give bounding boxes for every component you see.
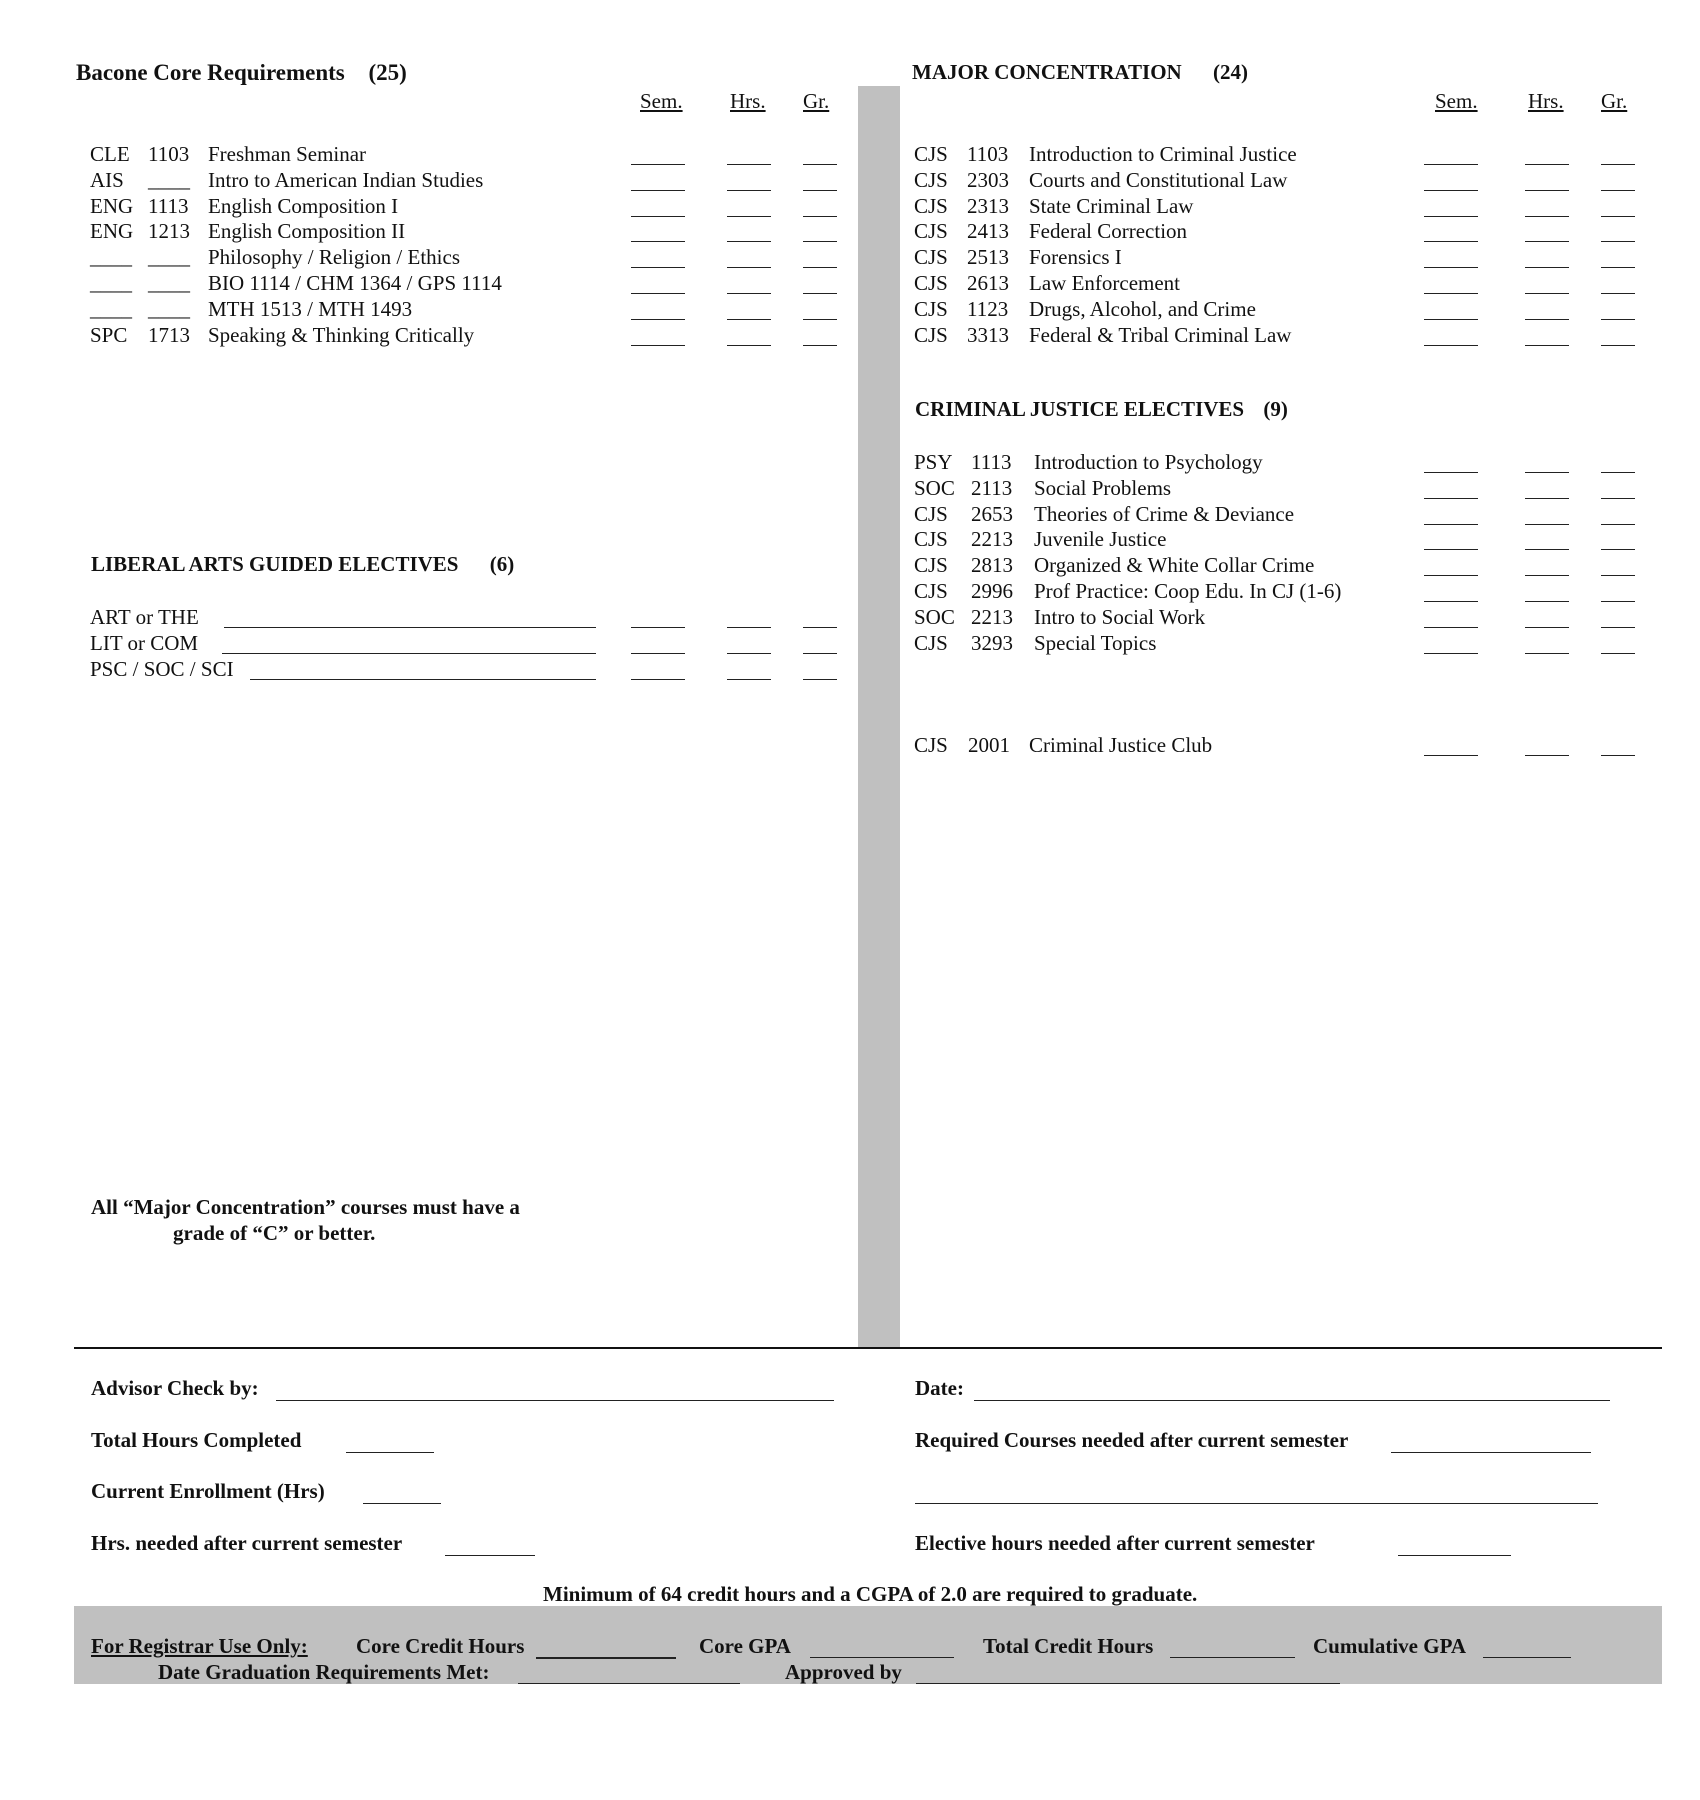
elective-hours-label: Elective hours needed after current semester [915,1531,1315,1555]
gr-blank[interactable] [1601,319,1635,320]
course-prefix: CJS [914,296,948,321]
hrs-blank[interactable] [1525,319,1569,320]
course-title: Federal Correction [1029,219,1188,244]
hrs-blank[interactable] [1525,575,1569,576]
course-prefix: SOC [914,475,955,500]
bacone-count: (25) [368,60,407,85]
sem-blank[interactable] [1424,345,1478,346]
course-num: 1103 [967,142,1009,166]
minimum-requirements: Minimum of 64 credit hours and a CGPA of 2.0 are required to graduate. [543,1582,1198,1606]
gr-blank[interactable] [1601,190,1635,191]
bacone-title-text: Bacone Core Requirements [76,60,345,85]
course-num: 3313 [967,322,1009,347]
course-num: 1113 [971,450,1012,474]
left-gr-header: Gr. [803,89,830,113]
gr-blank[interactable] [1601,216,1635,217]
course-title: Juvenile Justice [1034,527,1167,552]
course-num: 2303 [967,167,1009,192]
sem-blank[interactable] [1424,549,1478,550]
note-line-2: grade of “C” or better. [173,1221,376,1245]
course-prefix: ENG [90,193,134,218]
gr-blank[interactable] [1601,755,1635,756]
hrs-blank[interactable] [1525,627,1569,628]
course-num: 1103 [148,142,190,166]
course-prefix: PSY [914,450,953,474]
course-title: Prof Practice: Coop Edu. In CJ (1-6) [1034,579,1342,603]
course-title: Introduction to Criminal Justice [1029,142,1297,166]
advisor-field[interactable] [276,1400,834,1401]
course-row [0,605,1700,631]
right-gr-header: Gr. [1601,89,1628,113]
course-prefix: CJS [914,579,948,603]
hrs-blank[interactable] [1525,653,1569,654]
course-title: Courts and Constitutional Law [1029,167,1288,192]
course-row [0,271,1700,297]
sem-blank[interactable] [1424,267,1478,268]
approved-by-label: Approved by [785,1660,902,1684]
course-title: Social Problems [1034,475,1172,500]
liberal-row-label: ART or THE [90,605,199,629]
gr-blank[interactable] [1601,472,1635,473]
course-row [0,142,1700,168]
course-prefix: CJS [914,322,948,347]
sem-blank[interactable] [1424,627,1478,628]
liberal-count: (6) [489,552,515,576]
hrs-blank[interactable] [1525,190,1569,191]
course-prefix: CJS [914,245,948,270]
date-field[interactable] [974,1400,1610,1401]
sem-blank[interactable] [1424,319,1478,320]
course-title: BIO 1114 / CHM 1364 / GPS 1114 [208,271,502,295]
course-num: ____ [148,245,190,270]
course-num: 1713 [148,322,190,347]
core-credit-hours-label: Core Credit Hours [356,1634,525,1658]
hrs-blank[interactable] [1525,755,1569,756]
course-title: Philosophy / Religion / Ethics [208,245,461,270]
course-prefix: CJS [914,219,948,244]
hrs-blank[interactable] [1525,241,1569,242]
sem-blank[interactable] [631,679,685,680]
course-prefix: ____ [90,271,132,295]
note-line-1: All “Major Concentration” courses must have a [91,1195,520,1219]
date-label: Date: [915,1376,964,1400]
hrs-blank[interactable] [1525,524,1569,525]
core-gpa-label: Core GPA [699,1634,791,1658]
course-title: English Composition I [208,193,399,218]
cumulative-gpa-field[interactable] [1483,1657,1571,1658]
gr-blank[interactable] [1601,549,1635,550]
date-met-field[interactable] [518,1683,740,1684]
course-row [0,553,1700,579]
course-num: 1113 [148,193,189,218]
hrs-blank[interactable] [1525,498,1569,499]
course-row [0,579,1700,605]
core-gpa-field[interactable] [810,1657,954,1658]
elective-hours-field[interactable] [1398,1555,1511,1556]
course-num: 2113 [971,475,1013,500]
course-prefix: CJS [914,527,948,552]
course-num: 2213 [971,604,1013,629]
course-num: 3293 [971,630,1013,655]
sem-blank[interactable] [1424,755,1478,756]
course-row [0,527,1700,553]
approved-by-field[interactable] [916,1683,1340,1684]
hrs-blank[interactable] [1525,472,1569,473]
liberal-row-label: PSC / SOC / SCI [90,656,234,681]
section-divider [74,1347,1662,1349]
right-hrs-header: Hrs. [1528,89,1564,113]
course-row [0,194,1700,220]
course-row [0,168,1700,194]
course-title: Speaking & Thinking Critically [208,322,475,347]
sem-blank[interactable] [1424,241,1478,242]
course-prefix: CJS [914,167,948,192]
course-num: 2613 [967,271,1009,295]
gr-blank[interactable] [1601,575,1635,576]
required-courses-field-2[interactable] [915,1503,1598,1504]
gr-blank[interactable] [1601,293,1635,294]
course-prefix: CLE [90,142,130,166]
gr-blank[interactable] [1601,345,1635,346]
course-prefix: ____ [90,245,132,270]
course-prefix: CJS [914,193,948,218]
course-prefix: ____ [90,296,132,321]
course-title: English Composition II [208,219,406,244]
advisor-label: Advisor Check by: [91,1376,259,1400]
course-prefix: CJS [914,501,948,526]
electives-title [915,397,1288,422]
sem-blank[interactable] [1424,216,1478,217]
course-num: ____ [148,167,190,192]
course-title: Organized & White Collar Crime [1034,553,1315,578]
major-count: (24) [1212,60,1248,84]
course-title: Intro to Social Work [1034,604,1206,629]
course-title: Criminal Justice Club [1029,733,1213,757]
left-sem-header: Sem. [640,89,683,113]
course-title: Intro to American Indian Studies [208,167,484,192]
sem-blank[interactable] [1424,601,1478,602]
major-title-text: MAJOR CONCENTRATION [912,60,1182,84]
right-sem-header: Sem. [1435,89,1478,113]
course-row [0,476,1700,502]
liberal-row [0,657,1700,683]
course-title: Freshman Seminar [208,142,367,166]
course-num: ____ [148,296,190,321]
liberal-course-field[interactable] [250,679,596,680]
hrs-blank[interactable] [1525,345,1569,346]
course-prefix: CJS [914,142,948,166]
course-row [0,631,1700,657]
total-hours-label: Total Hours Completed [91,1428,302,1452]
course-title: Federal & Tribal Criminal Law [1029,322,1292,347]
course-prefix: ENG [90,219,134,244]
current-enrollment-label: Current Enrollment (Hrs) [91,1479,325,1503]
gr-blank[interactable] [1601,267,1635,268]
course-title: Introduction to Psychology [1034,450,1263,474]
major-title [912,60,1248,85]
sem-blank[interactable] [1424,293,1478,294]
date-met-label: Date Graduation Requirements Met: [158,1660,490,1684]
course-row [0,450,1700,476]
current-enrollment-field[interactable] [363,1503,441,1504]
course-row [0,297,1700,323]
course-title: MTH 1513 / MTH 1493 [208,296,413,321]
course-row [0,219,1700,245]
course-num: ____ [148,271,190,295]
gr-blank[interactable] [1601,627,1635,628]
sem-blank[interactable] [1424,524,1478,525]
course-title: Theories of Crime & Deviance [1034,501,1295,526]
sem-blank[interactable] [1424,653,1478,654]
course-prefix: CJS [914,733,948,757]
course-num: 2213 [971,527,1013,552]
course-row [0,245,1700,271]
course-title: Forensics I [1029,245,1122,270]
course-row [0,733,1700,759]
left-hrs-header: Hrs. [730,89,766,113]
course-prefix: CJS [914,630,948,655]
total-credit-hours-label: Total Credit Hours [983,1634,1154,1658]
hrs-needed-label: Hrs. needed after current semester [91,1531,403,1555]
course-title: Special Topics [1034,630,1157,655]
sem-blank[interactable] [1424,498,1478,499]
electives-title-text: CRIMINAL JUSTICE ELECTIVES [915,397,1245,421]
course-title: Law Enforcement [1029,271,1181,295]
cumulative-gpa-label: Cumulative GPA [1313,1634,1467,1658]
course-prefix: AIS [90,167,124,192]
course-prefix: SPC [90,322,128,347]
course-num: 2513 [967,245,1009,270]
course-title: Drugs, Alcohol, and Crime [1029,296,1256,321]
sem-blank[interactable] [1424,575,1478,576]
course-num: 2653 [971,501,1013,526]
gr-blank[interactable] [1601,241,1635,242]
hrs-blank[interactable] [727,679,771,680]
course-num: 2001 [968,733,1010,757]
electives-count: (9) [1263,397,1288,421]
total-hours-field[interactable] [346,1452,434,1453]
gr-blank[interactable] [1601,653,1635,654]
course-prefix: CJS [914,271,948,295]
hrs-blank[interactable] [1525,601,1569,602]
gr-blank[interactable] [803,679,837,680]
hrs-blank[interactable] [1525,549,1569,550]
course-num: 1213 [148,219,190,244]
liberal-row-label: LIT or COM [90,630,199,655]
required-courses-field[interactable] [1391,1452,1591,1453]
hrs-blank[interactable] [1525,267,1569,268]
liberal-title-text: LIBERAL ARTS GUIDED ELECTIVES [91,552,459,576]
gr-blank[interactable] [1601,524,1635,525]
hrs-needed-field[interactable] [445,1555,535,1556]
hrs-blank[interactable] [1525,293,1569,294]
sem-blank[interactable] [1424,164,1478,165]
course-prefix: CJS [914,553,948,578]
course-row [0,323,1700,349]
course-prefix: SOC [914,604,955,629]
core-credit-hours-field[interactable] [536,1657,676,1659]
course-num: 2313 [967,193,1009,218]
gr-blank[interactable] [1601,498,1635,499]
course-num: 2996 [971,579,1013,603]
gr-blank[interactable] [1601,601,1635,602]
required-courses-label: Required Courses needed after current semester [915,1428,1349,1452]
gr-blank[interactable] [1601,164,1635,165]
course-num: 2413 [967,219,1009,244]
total-credit-hours-field[interactable] [1170,1657,1295,1658]
hrs-blank[interactable] [1525,164,1569,165]
sem-blank[interactable] [1424,472,1478,473]
bacone-title [76,60,407,86]
hrs-blank[interactable] [1525,216,1569,217]
course-num: 1123 [967,296,1009,321]
course-row [0,502,1700,528]
registrar-label: For Registrar Use Only: [91,1634,308,1658]
course-title: State Criminal Law [1029,193,1194,218]
course-num: 2813 [971,553,1013,578]
sem-blank[interactable] [1424,190,1478,191]
